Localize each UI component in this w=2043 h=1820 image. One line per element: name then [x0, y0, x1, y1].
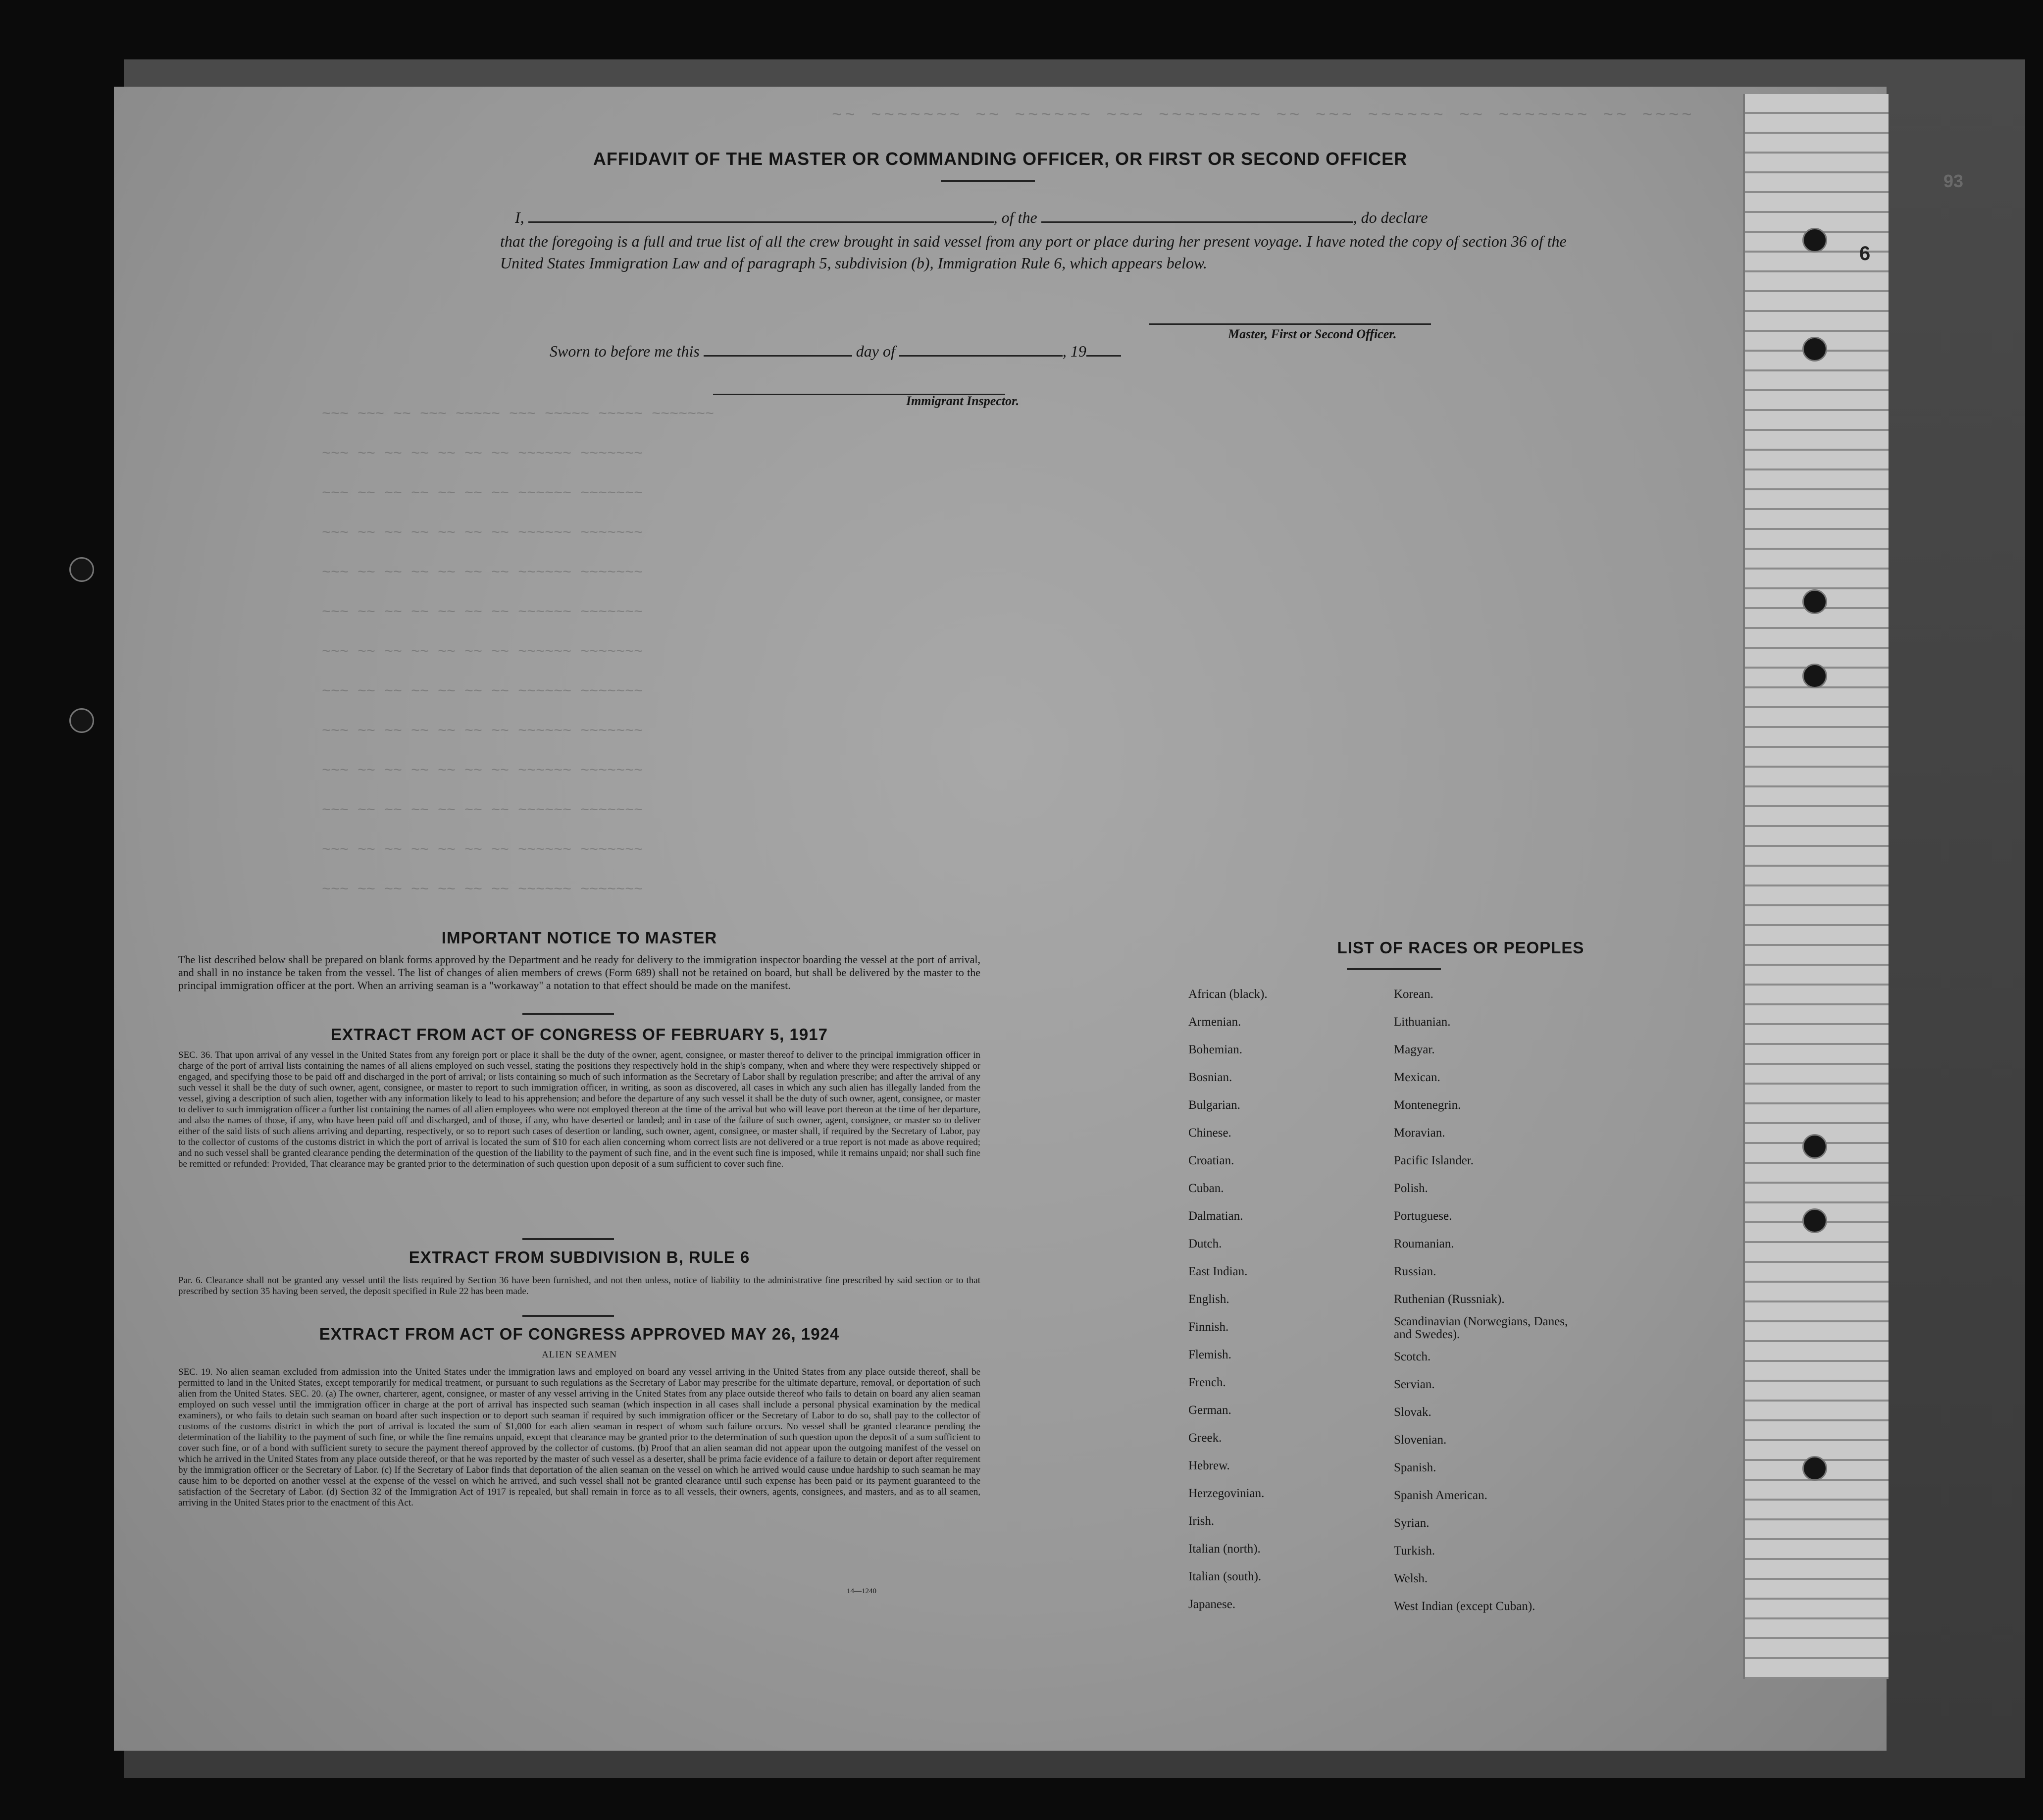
bleed-through-row: ~~~ ~~ ~~ ~~ ~~ ~~ ~~ ~~~~~~ ~~~~~~~ — [322, 446, 643, 463]
extract-1924-subtitle: ALIEN SEAMEN — [542, 1350, 617, 1360]
notice-rule — [522, 1013, 614, 1015]
race-item: Turkish. — [1394, 1544, 1435, 1558]
punch-hole — [1802, 1208, 1827, 1233]
bleed-through-row: ~~~ ~~ ~~ ~~ ~~ ~~ ~~ ~~~~~~ ~~~~~~~ — [322, 842, 643, 859]
extract-1917-title: EXTRACT FROM ACT OF CONGRESS OF FEBRUARY 5, 1917 — [331, 1025, 828, 1043]
extract-1917-rule — [522, 1238, 614, 1240]
race-item: Magyar. — [1394, 1043, 1435, 1056]
race-item: Syrian. — [1394, 1516, 1430, 1530]
inspector-caption: Immigrant Inspector. — [906, 394, 1020, 408]
race-item: West Indian (except Cuban). — [1394, 1600, 1535, 1613]
race-item: Scotch. — [1394, 1350, 1431, 1363]
race-item: Italian (south). — [1188, 1570, 1262, 1583]
year-label: , 19 — [1062, 342, 1086, 360]
race-item: Welsh. — [1394, 1572, 1428, 1585]
ruled-tab-sheet — [1743, 94, 1889, 1679]
race-item: Mexican. — [1394, 1071, 1440, 1084]
bleed-through-row: ~~~ ~~ ~~ ~~ ~~ ~~ ~~ ~~~~~~ ~~~~~~~ — [322, 802, 643, 819]
races-rule — [1347, 968, 1441, 970]
extract-1924-text: SEC. 19. No alien seaman excluded from admission into the United States under the immigration laws and employed on board any vessel arriving in the United States from any place outside thereof, shall be permitted to land in the United States, except temporarily for medical treatment, or pursuant to such regulations as the Secretary of Labor may prescribe for the ultimate departure, removal, or deportation of such alien from the United States. SEC. 20. (a) The owner, charterer, agent, consignee, or master of any vessel arriving in the United States from any place outside thereof who fails to detain on board any alien seaman employed on such vessel until the immigration officer in charge at the port of arrival has inspected such seaman (which inspection in all cases shall include a personal physical examination by the medical examiners), or who fails to detain such seaman on board after such inspection or to deport such seaman if required by such immigration officer or the Secretary of Labor to do so, shall pay to the collector of customs of the customs district in which the port of arrival is located the sum of $1,000 for each alien seaman in respect of whom such failure occurs. No vessel shall be granted clearance pending the determination of the liability to the payment of such fine, or while the fine remains unpaid, except that clearance may be granted prior to the determination of such question upon the deposit of a sum sufficient to cover such fine, or of a bond with sufficient surety to secure the payment thereof approved by the collector of customs. (b) Proof that an alien seaman did not appear upon the outgoing manifest of the vessel on which he arrived in the United States from any place outside thereof, or that he was reported by the master of such vessel as a deserter, shall be prima facie evidence of a failure to detain or deport after requirement by the immigration officer or the Secretary of Labor. (c) If the Secretary of Labor finds that deportation of the alien seaman on the vessel on which he arrived would cause undue hardship to such seaman he may cause him to be deported on another vessel at the expense of the vessel on which he arrived, and such vessel shall not be granted clearance until such expense has been paid or its payment guaranteed to the satisfaction of the Secretary of Labor. (d) Section 32 of the Immigration Act of 1917 is repealed, but shall remain in force as to all vessels, their owners, agents, consignees, and masters, and as to all seamen, arriving in the United States prior to the enactment of this Act. — [178, 1367, 980, 1508]
race-item: Flemish. — [1188, 1348, 1231, 1361]
affidavit-title: AFFIDAVIT OF THE MASTER OR COMMANDING OFFICER, OR FIRST OR SECOND OFFICER — [593, 149, 1408, 169]
bleed-through-row: ~~~ ~~ ~~ ~~ ~~ ~~ ~~ ~~~~~~ ~~~~~~~ — [322, 604, 643, 621]
bleed-through-row: ~~~ ~~ ~~ ~~ ~~ ~~ ~~ ~~~~~~ ~~~~~~~ — [322, 525, 643, 542]
race-item: Moravian. — [1394, 1126, 1445, 1140]
sworn-line — [550, 339, 1292, 361]
declare-label: , do declare — [1353, 208, 1428, 226]
name-blank[interactable] — [528, 206, 994, 223]
extract-1917-text: SEC. 36. That upon arrival of any vessel in the United States from any foreign port or place it shall be the duty of the owner, agent, consignee, or master thereof to deliver to the principal immigration officer in charge of the port of arrival lists containing the names of all aliens employed on such vessel, stating the positions they respectively hold in the ship's company, when and where they were respectively shipped or engaged, and specifying those to be paid off and discharged in the port of arrival; or lists containing so much of such information as the Secretary of Labor shall by regulation prescribe; and after the arrival of any such vessel it shall be the duty of such owner, agent, consignee, or master to report to such immigration officer, in writing, as soon as discovered, all cases in which any such alien has illegally landed from the vessel, giving a description of such alien, together with any information likely to lead to his apprehension; and before the departure of any such vessel it shall be the duty of such owner, agent, consignee, or master to deliver to such immigration officer a further list containing the names of all alien employees who were not employed thereon at the time of the arrival but who will leave port thereon at the time of her departure, and also the names of those, if any, who have been paid off and discharged, and of those, if any, who have deserted or landed; and in case of the failure of such owner, agent, consignee, or master so to deliver either of the said lists of such aliens arriving and departing, respectively, or so to report such cases of desertion or landing, such owner, agent, consignee, or master shall, if required by the Secretary of Labor, pay to the collector of customs of the customs district in which the port of arrival is located the sum of $10 for each alien concerning whom correct lists are not delivered or a true report is not made as above required; and no such vessel shall be granted clearance pending the determination of the question of the liability to the payment of such fine, and in the event such fine is imposed, while it remains unpaid; nor shall such fine be remitted or refunded: Provided, That clearance may be granted prior to the determination of such question upon deposit of a sum sufficient to cover such fine. — [178, 1050, 980, 1169]
page-number: 93 — [1943, 171, 1964, 191]
punch-hole — [1802, 1456, 1827, 1481]
affidavit-body: that the foregoing is a full and true list of all the crew brought in said vessel from any port or place during her present voyage. I have noted the copy of section 36 of the United States Immigration Law and of paragraph 5, subdivision (b), Immigration Rule 6, which appears below. — [500, 232, 1567, 272]
vessel-blank[interactable] — [1041, 206, 1353, 223]
race-item: German. — [1188, 1404, 1231, 1417]
race-item: Dutch. — [1188, 1237, 1222, 1250]
manifest-page — [114, 87, 1887, 1751]
extract-rule6-rule — [522, 1315, 614, 1317]
bleed-through-row: ~~~ ~~~ ~~ ~~~ ~~~~~ ~~~ ~~~~~ ~~~~~ ~~~~~~~ — [322, 406, 715, 423]
race-item: Bohemian. — [1188, 1043, 1243, 1056]
punch-hole — [1802, 664, 1827, 688]
race-item: Italian (north). — [1188, 1542, 1261, 1556]
race-item: Slovak. — [1394, 1405, 1431, 1419]
title-rule — [941, 180, 1035, 182]
punch-hole — [1802, 1134, 1827, 1159]
bleed-through-heading: ~~ ~~~~~~~ ~~ ~~~~~~ ~~~ ~~~~~~~~ ~~ ~~~ ~~~~~~ ~~ ~~~~~~~ ~~ ~~~~ — [832, 106, 1695, 125]
race-item: Spanish American. — [1394, 1489, 1487, 1502]
race-item: Russian. — [1394, 1265, 1436, 1278]
race-item: English. — [1188, 1293, 1229, 1306]
bleed-through-row: ~~~ ~~ ~~ ~~ ~~ ~~ ~~ ~~~~~~ ~~~~~~~ — [322, 882, 643, 898]
races-list-left — [1188, 981, 1268, 1618]
race-item: Croatian. — [1188, 1154, 1234, 1167]
race-item: Irish. — [1188, 1514, 1215, 1528]
race-item: Chinese. — [1188, 1126, 1231, 1140]
race-item: Finnish. — [1188, 1320, 1229, 1334]
race-item: Japanese. — [1188, 1598, 1236, 1611]
races-list-right — [1394, 981, 1572, 1620]
race-item: Roumanian. — [1394, 1237, 1454, 1250]
race-item: Dalmatian. — [1188, 1209, 1243, 1223]
form-number: 14—1240 — [847, 1587, 876, 1595]
punch-hole — [69, 708, 94, 733]
month-blank[interactable] — [899, 339, 1063, 357]
races-title: LIST OF RACES OR PEOPLES — [1337, 938, 1584, 957]
punch-hole — [1802, 337, 1827, 362]
bleed-through-row: ~~~ ~~ ~~ ~~ ~~ ~~ ~~ ~~~~~~ ~~~~~~~ — [322, 485, 643, 502]
race-item: Lithuanian. — [1394, 1015, 1451, 1029]
race-item: Greek. — [1188, 1431, 1222, 1445]
race-item: East Indian. — [1188, 1265, 1248, 1278]
punch-hole — [1802, 589, 1827, 614]
bleed-through-row: ~~~ ~~ ~~ ~~ ~~ ~~ ~~ ~~~~~~ ~~~~~~~ — [322, 723, 643, 740]
race-item: Servian. — [1394, 1378, 1435, 1391]
tab-number: 6 — [1859, 243, 1871, 264]
race-item: Cuban. — [1188, 1182, 1224, 1195]
day-of-label: day of — [856, 342, 895, 360]
race-item: Herzegovinian. — [1188, 1487, 1265, 1500]
race-item: French. — [1188, 1376, 1226, 1389]
race-item: Spanish. — [1394, 1461, 1436, 1474]
race-item: African (black). — [1188, 988, 1268, 1001]
race-item: Slovenian. — [1394, 1433, 1447, 1447]
punch-hole — [1802, 228, 1827, 253]
year-blank[interactable] — [1086, 339, 1121, 357]
race-item: Ruthenian (Russniak). — [1394, 1293, 1505, 1306]
race-item: Armenian. — [1188, 1015, 1241, 1029]
notice-text: The list described below shall be prepared on blank forms approved by the Department and be ready for delivery to the immigration inspector boarding the vessel at the port of arrival, and shall in no instance be taken from the vessel. The list of changes of alien members of crews (Form 689) shall not be retained on board, but shall be delivered by the master to the principal immigration officer at the port. When an arriving seaman is a "workaway" a notation to that effect should be made on the manifest. — [178, 953, 980, 991]
race-item: Korean. — [1394, 988, 1433, 1001]
extract-rule6-title: EXTRACT FROM SUBDIVISION B, RULE 6 — [409, 1248, 750, 1266]
race-item: Pacific Islander. — [1394, 1154, 1474, 1167]
race-item: Bosnian. — [1188, 1071, 1232, 1084]
bleed-through-row: ~~~ ~~ ~~ ~~ ~~ ~~ ~~ ~~~~~~ ~~~~~~~ — [322, 565, 643, 581]
notice-title: IMPORTANT NOTICE TO MASTER — [441, 929, 717, 947]
sworn-label: Sworn to before me this — [550, 342, 700, 360]
race-item: Polish. — [1394, 1182, 1428, 1195]
of-the-label: , of the — [993, 208, 1037, 226]
signature-line[interactable] — [1149, 323, 1431, 325]
signature-caption: Master, First or Second Officer. — [1228, 327, 1397, 341]
extract-1924-title: EXTRACT FROM ACT OF CONGRESS APPROVED MAY 26, 1924 — [319, 1325, 840, 1343]
race-item: Bulgarian. — [1188, 1098, 1240, 1112]
race-item: Scandinavian (Norwegians, Danes, and Swedes). — [1394, 1315, 1568, 1341]
race-item: Hebrew. — [1188, 1459, 1230, 1472]
declaration-line — [515, 206, 1604, 227]
bleed-through-row: ~~~ ~~ ~~ ~~ ~~ ~~ ~~ ~~~~~~ ~~~~~~~ — [322, 683, 643, 700]
bleed-through-row: ~~~ ~~ ~~ ~~ ~~ ~~ ~~ ~~~~~~ ~~~~~~~ — [322, 763, 643, 780]
race-item: Portuguese. — [1394, 1209, 1452, 1223]
bleed-through-row: ~~~ ~~ ~~ ~~ ~~ ~~ ~~ ~~~~~~ ~~~~~~~ — [322, 644, 643, 661]
punch-hole — [69, 557, 94, 582]
extract-rule6-text: Par. 6. Clearance shall not be granted any vessel until the lists required by Section 36 have been furnished, and not then unless, notice of liability to the administrative fine prescribed by said section or to that prescribed by section 35 having been served, the deposit specified in Rule 22 has been made. — [178, 1275, 980, 1297]
race-item: Montenegrin. — [1394, 1098, 1461, 1112]
i-label: I, — [515, 208, 524, 226]
day-blank[interactable] — [704, 339, 852, 357]
